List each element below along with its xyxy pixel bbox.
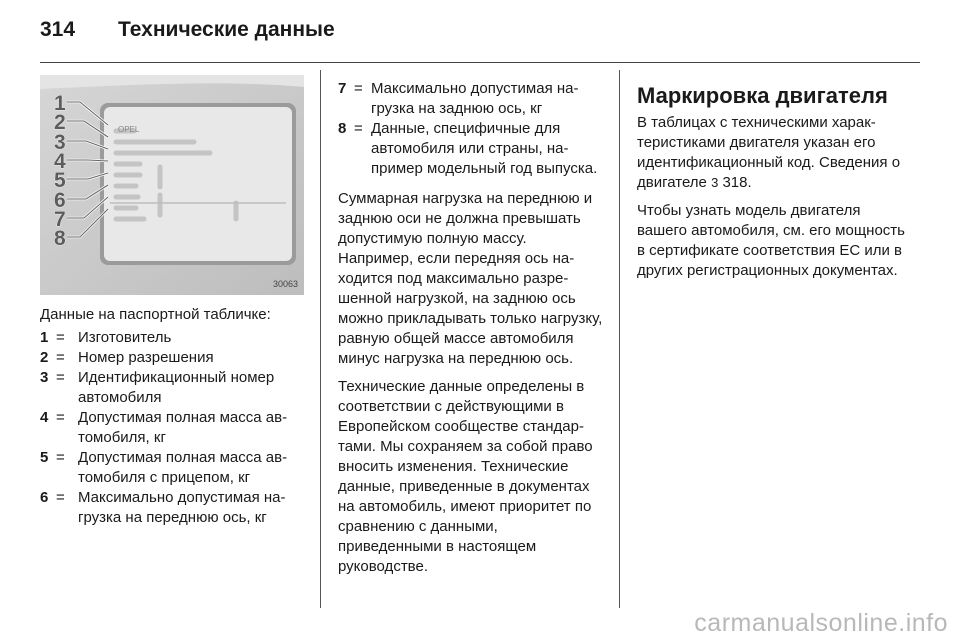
definition-number: 8	[338, 120, 347, 137]
page-title: Технические данные	[118, 18, 335, 41]
plate-figure	[40, 75, 304, 295]
callout-8: 8	[54, 227, 66, 250]
definition-equals: =	[354, 120, 363, 137]
callout-7: 7	[54, 208, 66, 231]
definition-item	[40, 408, 302, 448]
definition-item	[40, 328, 302, 348]
definition-item	[40, 348, 302, 368]
callout-3: 3	[54, 131, 66, 154]
page-number: 314	[40, 18, 76, 41]
header-rule	[40, 62, 920, 63]
definition-text: Допустимая полная масса автомобиля с прицепом, кг	[78, 449, 288, 486]
page-ref-icon: 3	[711, 175, 719, 190]
engine-paragraph-2: Чтобы узнать модель двигателя вашего автомобиля, см. его мощность в сертификате соответствия ЕС или в других регистрационных документах.	[637, 202, 905, 279]
definition-number: 3	[40, 369, 49, 386]
definition-equals: =	[56, 489, 65, 506]
plate-illustration	[40, 75, 304, 295]
definition-item	[40, 488, 302, 528]
definition-text: Данные, специфичные для автомобиля или страны, например модельный год выпуска.	[371, 120, 598, 177]
definition-equals: =	[56, 449, 65, 466]
definition-number: 2	[40, 349, 49, 366]
column-right	[637, 83, 905, 289]
definition-equals: =	[56, 349, 65, 366]
definition-text: Идентификационный номер автомобиля	[78, 369, 275, 406]
load-paragraph: Суммарная нагрузка на переднюю и заднюю оси не должна превышать допустимую полную массу. Например, если передняя ось находится под максимально разрешенной нагрузкой, на заднюю ось можно прикладывать только нагрузку, равную общей массе автомобиля минус нагрузка на переднюю ось.	[338, 190, 603, 367]
definition-item	[40, 448, 302, 488]
callout-2: 2	[54, 111, 66, 134]
column-divider-right	[619, 70, 620, 608]
figure-caption: Данные на паспортной табличке:	[40, 306, 271, 323]
page-ref-link[interactable]: 318.	[722, 174, 752, 191]
definition-text: Максимально допустимая нагрузка на заднюю ось, кг	[371, 80, 579, 117]
column-middle	[338, 79, 604, 585]
definition-item	[338, 79, 604, 119]
callout-5: 5	[54, 169, 66, 192]
definition-text: Номер разрешения	[78, 349, 214, 366]
definition-number: 4	[40, 409, 49, 426]
column-left	[40, 303, 302, 528]
definition-item	[40, 368, 302, 408]
definition-number: 5	[40, 449, 49, 466]
page-header	[40, 10, 335, 50]
definition-equals: =	[56, 409, 65, 426]
engine-paragraph-1-text: В таблицах с техническими характеристиками двигателя указан его идентификационный код. Сведения о двигателе	[637, 114, 901, 191]
callout-1: 1	[54, 92, 66, 115]
definition-text: Изготовитель	[78, 329, 172, 346]
definition-equals: =	[56, 329, 65, 346]
definition-text: Допустимая полная масса автомобиля, кг	[78, 409, 288, 446]
standards-paragraph: Технические данные определены в соответствии с действующими в Европейском сообществе стандартами. Мы сохраняем за собой право вносить изменения. Технические данные, приведенные в документах на автомобиль, имеют приоритет по сравнению с данными, приведенными в настоящем руководстве.	[338, 378, 593, 575]
column-divider-left	[320, 70, 321, 608]
definition-equals: =	[56, 369, 65, 386]
definition-item	[338, 119, 604, 179]
definition-number: 6	[40, 489, 49, 506]
callout-4: 4	[54, 150, 66, 173]
engine-paragraph-1	[637, 113, 905, 193]
definition-text: Максимально допустимая нагрузка на переднюю ось, кг	[78, 489, 286, 526]
plate-brand: OPEL	[118, 125, 140, 134]
section-heading: Маркировка двигателя	[637, 83, 888, 108]
watermark: carmanualsonline.info	[694, 609, 948, 637]
figure-code: 30063	[272, 279, 298, 289]
definition-number: 1	[40, 329, 49, 346]
callout-6: 6	[54, 189, 66, 212]
definition-equals: =	[354, 80, 363, 97]
definition-number: 7	[338, 80, 347, 97]
